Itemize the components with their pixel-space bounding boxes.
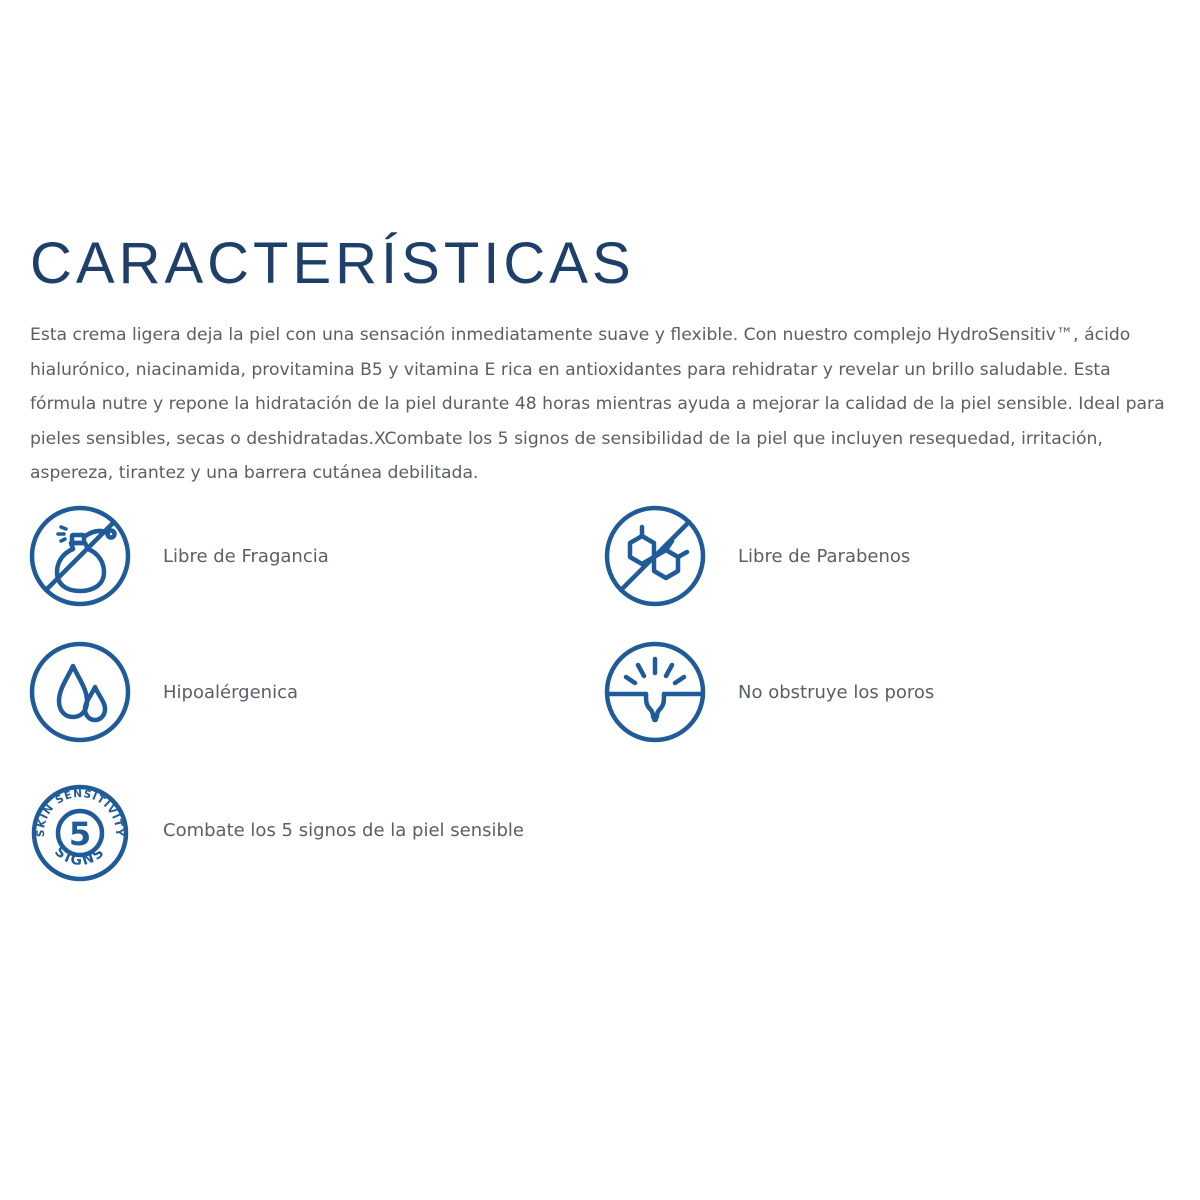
- feature-item-non-comedogenic: [602, 637, 934, 747]
- product-description: Esta crema ligera deja la piel con una sensación inmediatamente suave y flexible. Con nuestro complejo HydroSensitiv™, ácido hialurónico, niacinamida, provitamina B5 y vitamina E rica en antioxidantes para rehidratar y revelar un brillo saludable. Esta fórmula nutre y repone la hidratación de la piel durante 48 horas mientras ayuda a mejorar la calidad de la piel sensible. Ideal para pieles sensibles, secas o deshidratadas.XCombate los 5 signos de sensibilidad de la piel que incluyen resequedad, irritación, aspereza, tirantez y una barrera cutánea debilitada.: [30, 325, 1165, 483]
- badge-number: 5: [68, 815, 92, 853]
- feature-item-hypoallergenic: [27, 637, 298, 747]
- feature-item-paraben-free: [602, 501, 910, 611]
- feature-label: Combate los 5 signos de la piel sensible: [163, 819, 524, 841]
- non-comedogenic-icon: [602, 639, 708, 745]
- paraben-free-icon: [602, 503, 708, 609]
- five-signs-icon: [27, 777, 133, 883]
- feature-label: Hipoalérgenica: [163, 681, 298, 703]
- fragrance-free-icon: [27, 503, 133, 609]
- feature-label: No obstruye los poros: [738, 681, 935, 703]
- feature-item-five-signs: [27, 775, 524, 885]
- badge-bottom-text: SIGNS: [51, 843, 109, 870]
- feature-item-fragrance-free: [27, 501, 329, 611]
- section-title: CARACTERÍSTICAS: [30, 231, 635, 296]
- feature-label: Libre de Parabenos: [738, 545, 911, 567]
- feature-label: Libre de Fragancia: [163, 545, 329, 567]
- hypoallergenic-icon: [27, 639, 133, 745]
- badge-top-text: SKIN SENSITIVITY: [34, 787, 126, 838]
